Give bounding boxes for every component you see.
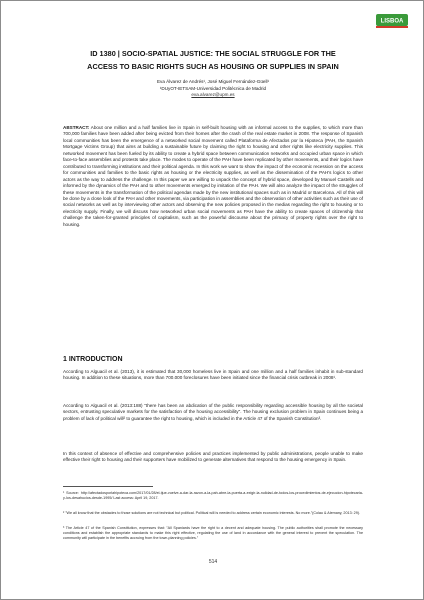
author-affiliation: ¹DUyOT-IETSAM-Universidad Politécnica de Madrid xyxy=(159,85,267,91)
conference-logo xyxy=(375,11,409,31)
title-line-2: ACCESS TO BASIC RIGHTS SUCH AS HOUSING OR SUPPLIES IN SPAIN xyxy=(87,62,339,71)
footnote-divider xyxy=(63,486,153,487)
author-names: Eva Álvarez de Andrés¹, José Miguel Fernández-Güell¹ xyxy=(156,79,270,84)
author-block xyxy=(31,79,395,99)
author-email-link[interactable]: eva.alvarez@upm.es xyxy=(191,92,235,98)
abstract-text: About one million and a half families live in Spain in self-built housing with an informal access to the supplies, to which more than 700,000 families have been added after being evicted from their homes after the crash of the real estate market in 2008. The response of Spanish local communities has been the emergence of a networked social movement called Plataforma de Afectados por la Hipoteca (PAH, the Spanish Mortgage Victims Group) that aims at building a sustainable future by claiming the right to housing and other rights like electricity supplies. This networked movement has been fueled by its ability to create a hybrid space between communication networks and occupied urban space in which face-to-face assemblies and protests take place. The modes to operate of the PAH have been replicated by other movements, and their logics have contributed to transforming institutions and their political agenda. In this work we want to show the impact of the economic recession on the access for communities and families to the basic rights as housing or the electricity supplies, as well as the dissemination of the PAH's logics to other actors as the way to address the challenge. In this paper we are willing to unpack the concept of hybrid space, developed by Manuel Castells and informed by the dynamics of the PAH and to other movements emerged by imitation of the PAH. We will also analyze the impact of the struggles of these movements in the transformation of the political agendas made by the new institutional spaces such as in Madrid or Barcelona. All of this will be done by a close look of the PAH and other movements, via participation in assemblies and the observation of other activities such as their use of social networks as well as by interviewing other actors and observing the new policies proposed in the medias regarding the right to housing or to electricity supply. Finally, we will discuss how networked urban social movements as PAH have the ability to create spaces of citizenship that challenge the taken-for-granted principles of capitalism, such as the powerful discourse about the primacy of property rights over the right to housing. xyxy=(63,125,363,227)
intro-paragraph-2: According to Alguacil et al. (2013:188) "there has been an abdication of the public responsibility regarding accessible housing by all the societal sectors, entrusting speculative markets for the satisfaction of the housing accessibility". The housing exclusion problem in Spain continues being a problem of lack of political will² to guarantee the right to housing, which is included in the Article 47 of the Spanish Constitution³. xyxy=(63,403,363,421)
intro-paragraph-1: According to Alguacil et al. (2013), it is estimated that 30,000 homeless live in Spain and one million and a half families inhabit in sub-standard housing. In addition to these situations, more than 700.000 foreclosures have been initiated since the financial crisis outbreak in 2008¹. xyxy=(63,369,363,381)
footnote-1: ¹ Source: http://afectadosporlahipoteca.com/2017/01/28/el-tjue-vuelve-a-dar-la-razon-a-la-pah-abre-la-puerta-a-exigir-la-nulidad-de-todos-los-procedimientos-de-ejecucion-hipotecaria-y-los-desahucios-desde-1995/ Last access: April 19, 2017. xyxy=(63,491,363,500)
intro-paragraph-3: In this context of absence of effective and comprehensive policies and practices implemented by public administrations, people unable to make effective their right to housing and their supporters have mobilized to generate alternatives that respond to the housing emergency in Spain. xyxy=(63,451,363,463)
section-heading: 1 INTRODUCTION xyxy=(63,356,123,363)
footnote-2: ² "We all know that the obstacles to those solutions are not technical but political. Political will is needed to address certain economic interests. No more."(Colau & Alemany, 2013: 29). xyxy=(63,511,361,515)
abstract-label: ABSTRACT: xyxy=(63,125,90,130)
title-line-1: ID 1380 | SOCIO-SPATIAL JUSTICE: THE SOCIAL STRUGGLE FOR THE xyxy=(90,49,336,58)
svg-text:LISBOA: LISBOA xyxy=(380,18,404,25)
abstract xyxy=(63,125,363,228)
page-number: 514 xyxy=(208,559,218,565)
paper-title xyxy=(31,47,395,73)
footnote-3: ³ The Article 47 of the Spanish Constitution, expresses that: "All Spaniards have the right to a decent and adequate housing. The public authorities shall promote the necessary conditions and establish the appropriate standards to make this right effective, regulating the use of land in accordance with the general interest to prevent the speculation. The community will participate in the benefits accruing from the town-planning policies." xyxy=(63,526,363,540)
